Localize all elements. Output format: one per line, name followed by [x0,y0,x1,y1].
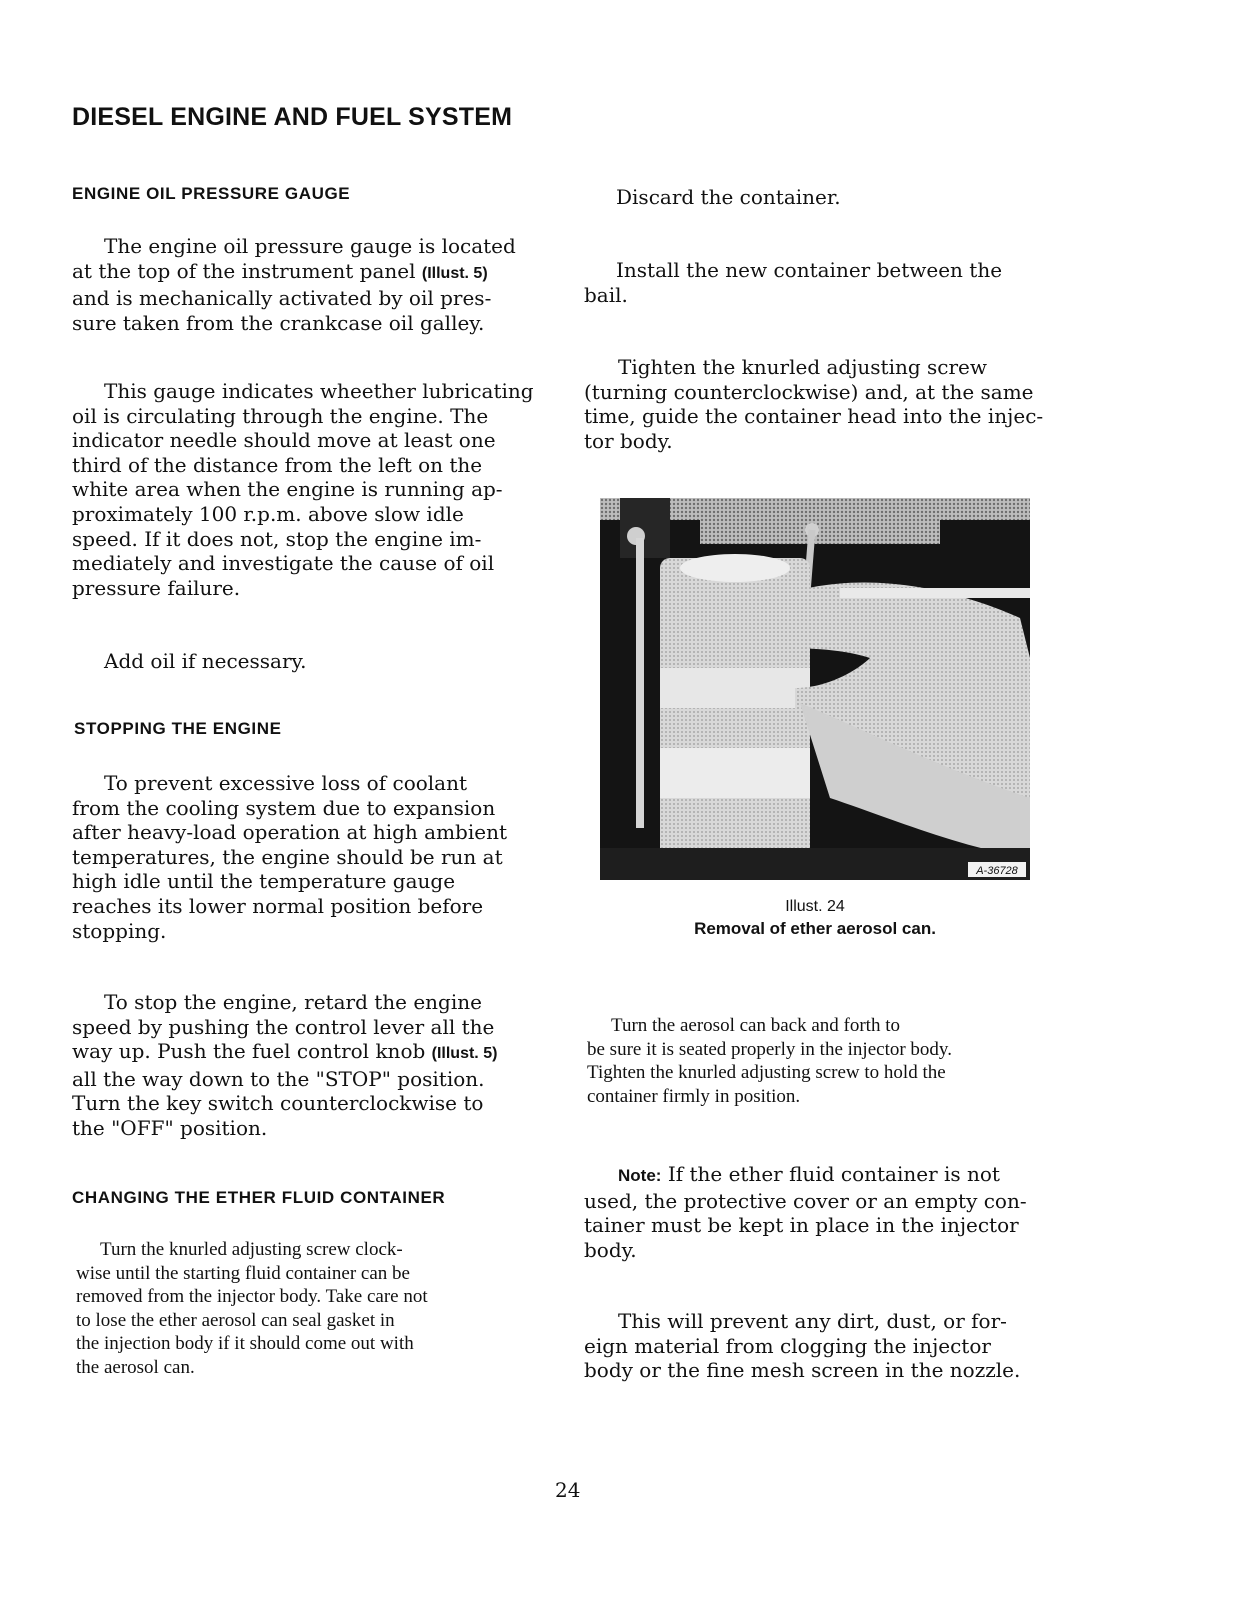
aerosol-can-photo [600,498,1030,880]
text-line: Turn the knurled adjusting screw clock- [100,1239,403,1260]
text-line: The engine oil pressure gauge is located [104,234,516,258]
text-line: bail. [584,282,628,307]
paragraph-note [584,1162,1104,1262]
text-line: speed. If it does not, stop the engine im- [72,526,482,551]
text-line: body. [584,1237,637,1262]
text-line: This gauge indicates wheether lubricating [104,379,534,403]
text-line: eign material from clogging the injector [584,1333,991,1358]
text-line: oil is circulating through the engine. The [72,403,489,428]
text-line: the injection body if it should come out with [76,1333,414,1355]
paragraph-seat-can [587,1014,1087,1108]
paragraph-oil-gauge-location [72,234,562,335]
text-line: container firmly in position. [587,1085,801,1107]
text-line: and is mechanically activated by oil pres- [72,286,492,311]
text-line: To stop the engine, retard the engine [104,990,482,1014]
text-line: time, guide the container head into the injec- [584,404,1044,429]
caption-illustration-number: Illust. 24 [785,898,845,915]
photo-code: A-36728 [976,865,1018,877]
text-line: be sure it is seated properly in the injector body. [587,1038,952,1060]
text-line: the aerosol can. [76,1356,195,1378]
text-line [584,1162,1104,1189]
text-line: Tighten the knurled adjusting screw to hold the [587,1062,946,1084]
section-title-changing-ether-container: CHANGING THE ETHER FLUID CONTAINER [72,1188,446,1207]
text-line: tainer must be kept in place in the injector [584,1213,1019,1238]
text-line: stopping. [72,918,167,943]
text-span: way up. Push the fuel control knob [72,1039,426,1064]
text-line: high idle until the temperature gauge [72,869,456,894]
text-line: third of the distance from the left on the [72,452,483,477]
paragraph-add-oil: Add oil if necessary. [104,649,307,673]
paragraph-prevent-coolant-loss [72,771,562,943]
text-span: If the ether fluid container is not [667,1162,1000,1186]
text-line: after heavy-load operation at high ambient [72,820,507,845]
illustration-photo [600,498,1030,880]
section-title-oil-pressure-gauge: ENGINE OIL PRESSURE GAUGE [72,184,351,203]
text-line [72,259,562,287]
text-line: indicator needle should move at least one [72,428,496,453]
paragraph-install-container [584,258,1084,307]
figure-caption [650,896,980,940]
text-line: Turn the aerosol can back and forth to [611,1015,900,1036]
text-line: This will prevent any dirt, dust, or for- [618,1309,1007,1333]
text-line: wise until the starting fluid container can be [76,1262,410,1284]
text-line: Turn the key switch counterclockwise to [72,1091,484,1116]
paragraph-stop-engine-procedure [72,990,572,1141]
text-line: speed by pushing the control lever all the [72,1014,495,1039]
text-line: tor body. [584,428,673,453]
text-line: body or the fine mesh screen in the nozzle. [584,1358,1021,1383]
text-line: To prevent excessive loss of coolant [104,771,468,795]
text-line: mediately and investigate the cause of oil [72,551,495,576]
text-line: white area when the engine is running ap- [72,477,503,502]
paragraph-discard-container: Discard the container. [616,185,841,209]
text-line: from the cooling system due to expansion [72,795,496,820]
text-line: the "OFF" position. [72,1115,268,1140]
text-line: Install the new container between the [616,258,1003,282]
text-line: all the way down to the "STOP" position. [72,1066,485,1091]
text-line: sure taken from the crankcase oil galley. [72,310,485,335]
paragraph-prevent-dirt [584,1309,1104,1383]
page-number: 24 [555,1478,581,1502]
note-label: Note: [618,1166,662,1185]
caption-text: Removal of ether aerosol can. [694,919,936,938]
text-line: proximately 100 r.p.m. above slow idle [72,501,464,526]
text-line: Tighten the knurled adjusting screw [618,355,988,379]
paragraph-remove-container [76,1238,556,1380]
text-line: pressure failure. [72,575,241,600]
text-span: at the top of the instrument panel [72,258,416,283]
paragraph-gauge-indication [72,379,562,600]
page-heading: DIESEL ENGINE AND FUEL SYSTEM [72,103,513,131]
text-line: to lose the ether aerosol can seal gasket in [76,1309,395,1331]
text-line: used, the protective cover or an empty con- [584,1188,1027,1213]
paragraph-tighten-screw [584,355,1104,453]
section-title-stopping-engine: STOPPING THE ENGINE [74,719,282,738]
text-line [72,1039,572,1067]
text-line: reaches its lower normal position before [72,893,484,918]
text-line: temperatures, the engine should be run at [72,844,503,869]
illustration-reference: (Illust. 5) [421,264,488,282]
text-line: (turning counterclockwise) and, at the same [584,379,1034,404]
illustration-reference: (Illust. 5) [431,1045,498,1063]
text-line: removed from the injector body. Take care not [76,1286,428,1308]
